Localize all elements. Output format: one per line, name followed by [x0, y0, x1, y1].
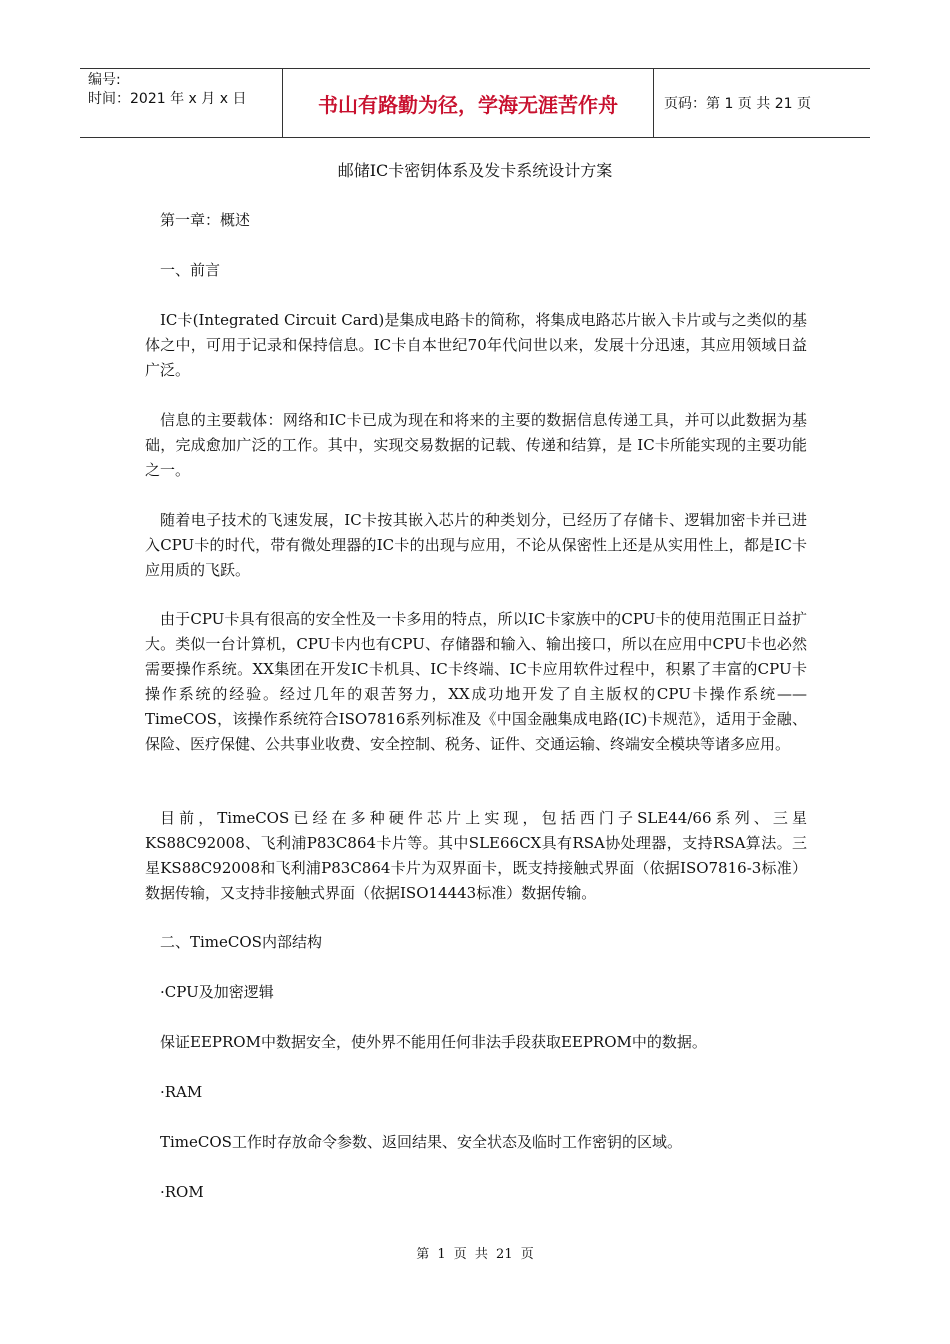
list-item-ram: ·RAM: [160, 1083, 203, 1101]
list-item-cpu-desc: 保证EEPROM中数据安全，使外界不能用任何非法手段获取EEPROM中的数据。: [160, 1033, 707, 1051]
doc-date-label: 时间：2021 年 x 月 x 日: [88, 91, 247, 107]
page-footer: 第 1 页 共 21 页: [416, 1247, 534, 1262]
paragraph-tech-development: 随着电子技术的飞速发展，IC卡按其嵌入芯片的种类划分，已经历了存储卡、逻辑加密卡并已进入CPU卡的时代，带有微处理器的IC卡的出现与应用，不论从保密性上还是从实用性上，都是IC卡应用质的飞跃。: [145, 511, 807, 579]
list-item-cpu: ·CPU及加密逻辑: [160, 983, 274, 1001]
page-header: [80, 68, 870, 138]
header-meta: [80, 69, 282, 137]
doc-code-label: 编号:: [88, 72, 121, 88]
paragraph-ic-card-intro: IC卡(Integrated Circuit Card)是集成电路卡的简称，将集成电路芯片嵌入卡片或与之类似的基体之中，可用于记录和保持信息。IC卡自本世纪70年代问世以来，发展十分迅速，其应用领域日益广泛。: [145, 311, 807, 379]
header-motto: 书山有路勤为径，学海无涯苦作舟: [282, 69, 654, 137]
paragraph-timecos-chips: 目前，TimeCOS已经在多种硬件芯片上实现，包括西门子SLE44/66系列、三星KS88C92008、飞利浦P83C864卡片等。其中SLE66CX具有RSA协处理器，支持RSA算法。三星KS88C92008和飞利浦P83C864卡片为双界面卡，既支持接触式界面（依据ISO7816-3标准）数据传输，又支持非接触式界面（依据ISO14443标准）数据传输。: [145, 809, 807, 902]
list-item-rom: ·ROM: [160, 1183, 204, 1201]
header-page-info: 页码：第 1 页 共 21 页: [664, 96, 811, 112]
section-heading-structure: 二、TimeCOS内部结构: [160, 933, 322, 951]
chapter-heading: 第一章：概述: [160, 211, 251, 229]
section-heading-preface: 一、前言: [160, 261, 221, 279]
paragraph-cpu-card: 由于CPU卡具有很高的安全性及一卡多用的特点，所以IC卡家族中的CPU卡的使用范围正日益扩大。类似一台计算机，CPU卡内也有CPU、存储器和输入、输出接口，所以在应用中CPU卡也必然需要操作系统。XX集团在开发IC卡机具、IC卡终端、IC卡应用软件过程中，积累了丰富的CPU卡操作系统的经验。经过几年的艰苦努力，XX成功地开发了自主版权的CPU卡操作系统——TimeCOS，该操作系统符合ISO7816系列标准及《中国金融集成电路(IC)卡规范》，适用于金融、保险、医疗保健、公共事业收费、安全控制、税务、证件、交通运输、终端安全模块等诸多应用。: [145, 610, 807, 753]
doc-title: 邮储IC卡密钥体系及发卡系统设计方案: [337, 161, 613, 180]
paragraph-info-carrier: 信息的主要载体：网络和IC卡已成为现在和将来的主要的数据信息传递工具，并可以此数据为基础，完成愈加广泛的工作。其中，实现交易数据的记载、传递和结算，是 IC卡所能实现的主要功能之一。: [145, 411, 807, 479]
list-item-ram-desc: TimeCOS工作时存放命令参数、返回结果、安全状态及临时工作密钥的区域。: [160, 1133, 682, 1151]
